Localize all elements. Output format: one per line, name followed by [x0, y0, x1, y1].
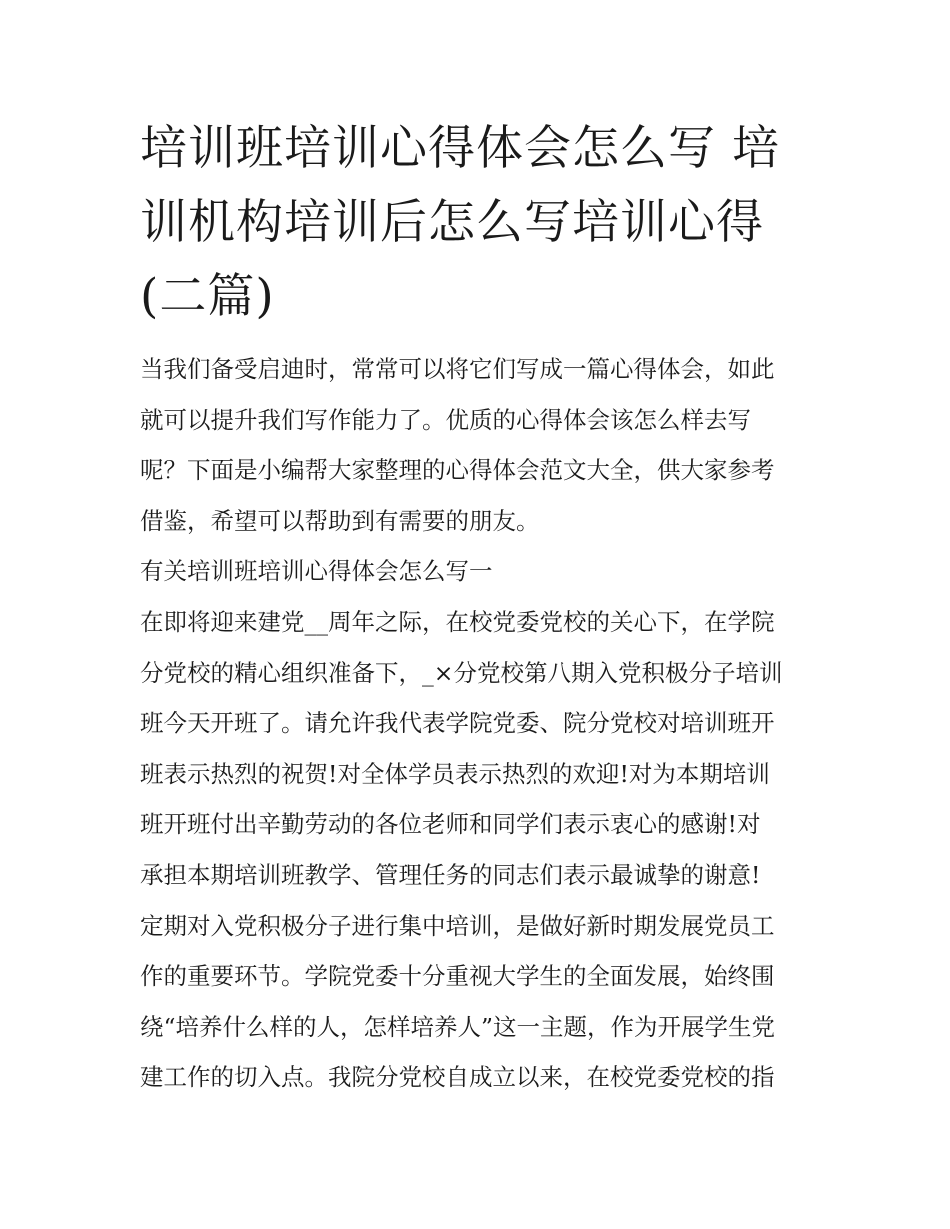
body-line: 借鉴，希望可以帮助到有需要的朋友。: [140, 506, 540, 535]
title-line: (二篇): [140, 269, 275, 324]
body-line: 在即将迎来建党__周年之际，在校党委党校的关心下，在学院: [140, 607, 775, 636]
body-line: 班开班付出辛勤劳动的各位老师和同学们表示衷心的感谢!对: [140, 810, 761, 839]
document-body: [140, 344, 812, 1103]
body-line: 班今天开班了。请允许我代表学院党委、院分党校对培训班开: [140, 709, 775, 738]
body-line: 绕“培养什么样的人，怎样培养人”这一主题，作为开展学生党: [140, 1012, 776, 1041]
body-line: 建工作的切入点。我院分党校自成立以来，在校党委党校的指: [140, 1063, 775, 1092]
title-line: 训机构培训后怎么写培训心得: [140, 195, 764, 250]
document-content: [140, 112, 812, 1103]
body-line: 分党校的精心组织准备下，_×分党校第八期入党积极分子培训: [140, 658, 783, 687]
title-line: 培训班培训心得体会怎么写 培: [140, 121, 780, 176]
body-line: 定期对入党积极分子进行集中培训，是做好新时期发展党员工: [140, 911, 775, 940]
document-title: [140, 112, 812, 334]
body-line: 当我们备受启迪时，常常可以将它们写成一篇心得体会，如此: [140, 355, 775, 383]
section-heading: 有关培训班培训心得体会怎么写一: [140, 557, 493, 586]
body-line: 就可以提升我们写作能力了。优质的心得体会该怎么样去写: [140, 405, 751, 434]
body-line: 承担本期培训班教学、管理任务的同志们表示最诚挚的谢意!: [140, 860, 761, 889]
body-line: 作的重要环节。学院党委十分重视大学生的全面发展，始终围: [140, 962, 775, 991]
body-line: 班表示热烈的祝贺!对全体学员表示热烈的欢迎!对为本期培训: [140, 759, 770, 788]
body-line: 呢？下面是小编帮大家整理的心得体会范文大全，供大家参考: [140, 456, 775, 485]
